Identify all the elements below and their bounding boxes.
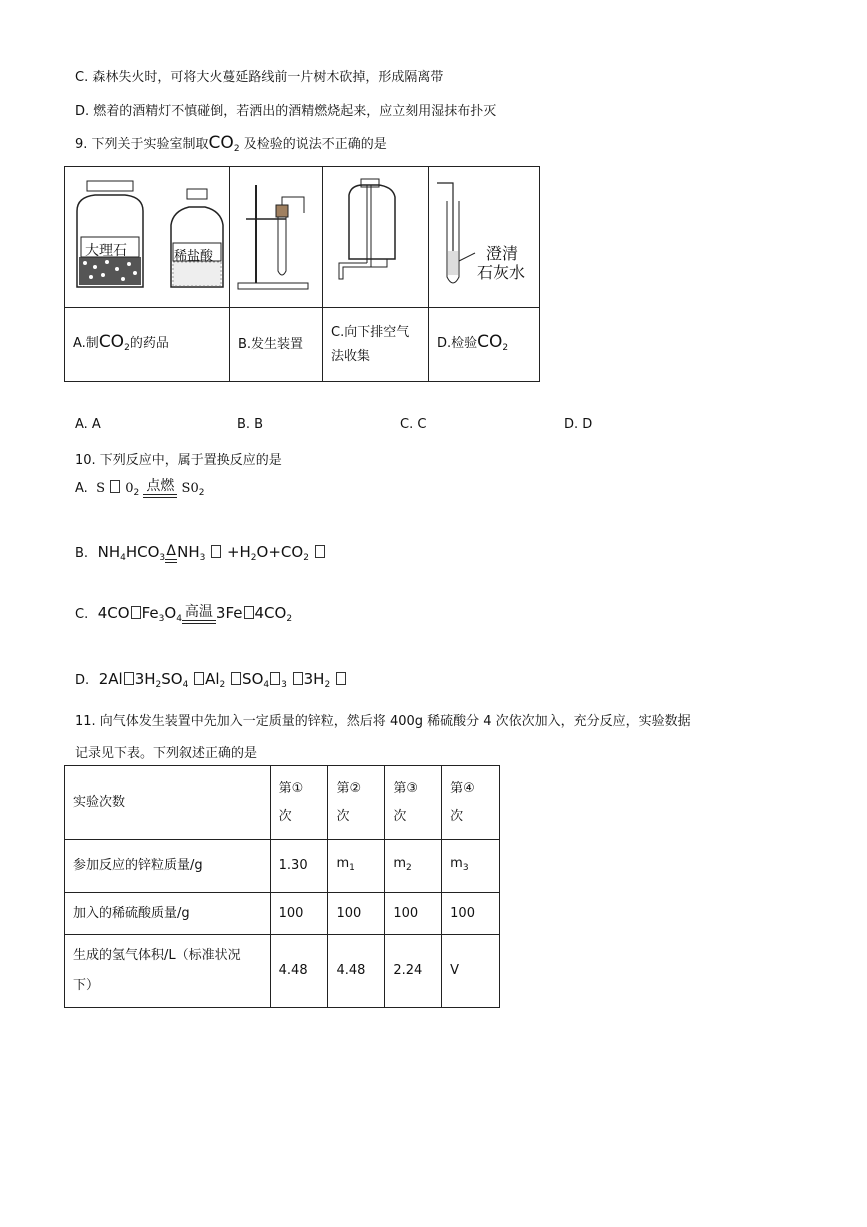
header-col-4: 第④ 次 [442, 766, 500, 840]
co2-formula: CO [208, 133, 234, 153]
table-cell: 100 [442, 893, 500, 935]
generator-apparatus-image [230, 167, 323, 308]
limewater-label-2: 石灰水 [477, 263, 526, 282]
table-cell: 2.24 [385, 935, 442, 1008]
header-col-1: 第① 次 [270, 766, 328, 840]
gas-bottle-icon [323, 167, 428, 303]
table-cell: 4.48 [328, 935, 385, 1008]
q11-stem-line1: 11. 向气体发生装置中先加入一定质量的锌粒，然后将 400g 稀硫酸分 4 次依次加入，充分反应，实验数据 [75, 714, 691, 729]
header-label: 实验次数 [65, 766, 271, 840]
limewater-label-1: 澄清 [486, 244, 519, 263]
q10-option-a[interactable]: A. S $0_2$ 点燃 $S0_2$ [75, 478, 205, 498]
table-cell: V [442, 935, 500, 1008]
q10-option-c[interactable]: C. 4CO $Fe_3O_4$ 高温 3Fe $4CO_2$ [75, 604, 293, 624]
q9-stem-text: 9. 下列关于实验室制取 [75, 137, 209, 152]
co2-test-image [429, 167, 540, 308]
q11-stem-line2: 记录见下表。下列叙述正确的是 [75, 746, 258, 761]
row-hydrogen-label: 生成的氢气体积/L（标准状况 下） [65, 935, 271, 1008]
q9-stem: 9. 下列关于实验室制取$CO_2$ 及检验的说法不正确的是 [75, 133, 387, 154]
q9-stem-text-2: 及检验的说法不正确的是 [243, 137, 387, 152]
cell-b: B.发生装置 [230, 308, 323, 382]
table-cell: 100 [328, 893, 385, 935]
table-cell: 100 [270, 893, 328, 935]
q10-option-b[interactable]: B. $NH_4HCO_3$ Δ $NH_3 +H_2O+CO_2$ [75, 543, 326, 563]
cell-d: D.检验$CO_2$ [429, 308, 540, 382]
header-col-2: 第② 次 [328, 766, 385, 840]
q10-stem: 10. 下列反应中，属于置换反应的是 [75, 453, 282, 468]
table-cell: $m_3$ [442, 840, 500, 893]
q8-option-d: D. 燃着的酒精灯不慎碰倒，若洒出的酒精燃烧起来，应立刻用湿抹布扑灭 [75, 104, 497, 119]
cell-a: A.制$CO_2$的药品 [65, 308, 230, 382]
bottle-label-acid: 稀盐酸 [174, 249, 214, 264]
row-zinc-label: 参加反应的锌粒质量/g [65, 840, 271, 893]
table-cell: 1.30 [270, 840, 328, 893]
marble-and-acid-image [65, 167, 230, 308]
q9-choice-b[interactable]: B. B [237, 417, 264, 432]
table-cell: 100 [385, 893, 442, 935]
reagent-bottles-icon [65, 167, 229, 303]
cell-c: C.向下排空气 法收集 [323, 308, 429, 382]
q8-option-c: C. 森林失火时，可将大火蔓延路线前一片树木砍掉，形成隔离带 [75, 70, 444, 85]
downward-air-collection-image [323, 167, 429, 308]
q9-choice-d[interactable]: D. D [564, 417, 593, 432]
table-cell: $m_2$ [385, 840, 442, 893]
q11-data-table [64, 765, 500, 1008]
table-cell: $m_1$ [328, 840, 385, 893]
table-cell: 4.48 [270, 935, 328, 1008]
q9-choice-a[interactable]: A. A [75, 417, 101, 432]
row-acid-label: 加入的稀硫酸质量/g [65, 893, 271, 935]
q9-apparatus-table [64, 166, 540, 382]
iron-stand-tube-icon [230, 167, 322, 303]
q9-choice-c[interactable]: C. C [400, 417, 427, 432]
jar-label-marble: 大理石 [85, 243, 127, 259]
header-col-3: 第③ 次 [385, 766, 442, 840]
q10-option-d[interactable]: D. 2Al $3H_2SO_4$ $Al_2$ $SO_4$ $_3$ $3H_2$ [75, 670, 347, 690]
